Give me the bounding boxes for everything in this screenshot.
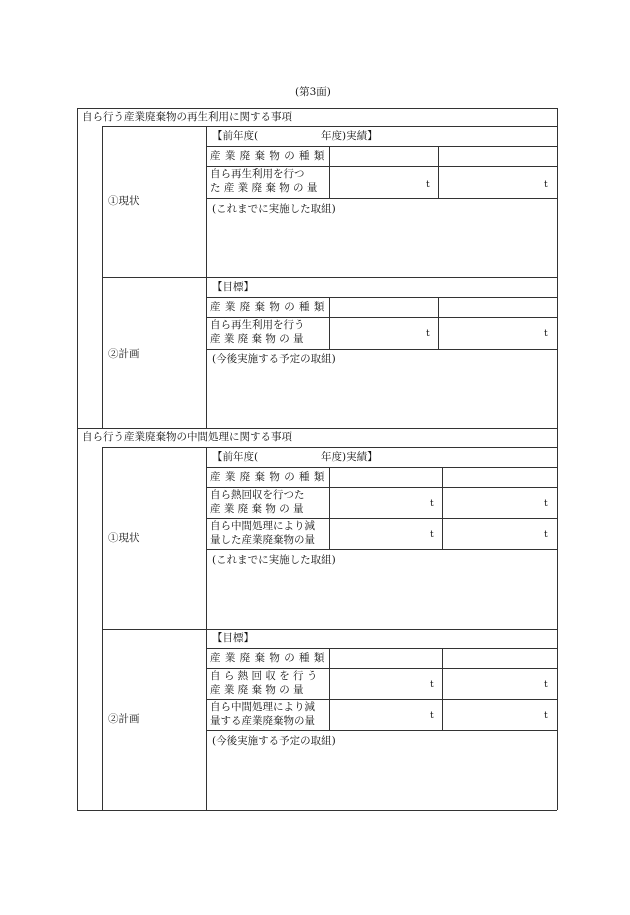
- recycled-amount-field-2[interactable]: [439, 167, 556, 197]
- unit-label: t: [544, 499, 548, 509]
- unit-label: t: [544, 711, 548, 721]
- planned-efforts-textarea[interactable]: [207, 750, 556, 809]
- unit-label: t: [544, 329, 548, 339]
- waste-type-field-1[interactable]: [330, 147, 437, 165]
- unit-label: t: [544, 680, 548, 690]
- prior-year-header-prefix: 【前年度(: [212, 451, 259, 463]
- planned-heat-recovery-field-2[interactable]: [443, 669, 556, 698]
- waste-type-field-1[interactable]: [330, 468, 441, 486]
- heat-recovery-amount-label-line1: 自ら熱回収を行つた: [210, 489, 305, 501]
- reduced-amount-field-1[interactable]: [330, 519, 441, 548]
- unit-label: t: [426, 329, 430, 339]
- recycled-amount-field-1[interactable]: [330, 167, 437, 197]
- section-title: 自ら行う産業廃棄物の再生利用に関する事項: [82, 111, 292, 123]
- target-header: 【目標】: [212, 281, 254, 293]
- planned-recycle-amount-field-2[interactable]: [439, 318, 556, 348]
- waste-type-field-1[interactable]: [330, 649, 441, 667]
- current-status-label: ①現状: [108, 195, 140, 207]
- waste-type-label: 産 業 廃 棄 物 の 種 類: [210, 652, 325, 664]
- past-efforts-label: (これまでに実施した取組): [212, 203, 336, 215]
- recycled-amount-label-line1: 自ら再生利用を行つ: [210, 168, 305, 180]
- section-title: 自ら行う産業廃棄物の中間処理に関する事項: [82, 431, 292, 443]
- target-header: 【目標】: [212, 632, 254, 644]
- heat-recovery-amount-field-2[interactable]: [443, 488, 556, 517]
- waste-type-field-2[interactable]: [439, 147, 556, 165]
- prior-year-input[interactable]: [267, 129, 317, 143]
- planned-recycle-amount-label-line2: 産 業 廃 棄 物 の 量: [210, 333, 304, 345]
- unit-label: t: [544, 530, 548, 540]
- planned-heat-recovery-label-line1: 自 ら 熱 回 収 を 行 う: [210, 670, 318, 682]
- past-efforts-textarea[interactable]: [207, 218, 556, 276]
- past-efforts-textarea[interactable]: [207, 569, 556, 628]
- unit-label: t: [430, 711, 434, 721]
- reduced-amount-label-line1: 自ら中間処理により減: [210, 520, 315, 532]
- planned-heat-recovery-label-line2: 産 業 廃 棄 物 の 量: [210, 684, 304, 696]
- waste-type-label: 産 業 廃 棄 物 の 種 類: [210, 301, 325, 313]
- planned-reduced-amount-field-1[interactable]: [330, 700, 441, 729]
- waste-type-field-1[interactable]: [330, 298, 437, 316]
- reduced-amount-field-2[interactable]: [443, 519, 556, 548]
- planned-efforts-textarea[interactable]: [207, 368, 556, 427]
- heat-recovery-amount-label-line2: 産 業 廃 棄 物 の 量: [210, 503, 304, 515]
- reduced-amount-label-line2: 量した産業廃棄物の量: [210, 534, 315, 546]
- page-label: (第3面): [295, 86, 331, 98]
- unit-label: t: [544, 180, 548, 190]
- plan-label: ②計画: [108, 713, 140, 725]
- planned-reduced-amount-label-line2: 量する産業廃棄物の量: [210, 715, 315, 727]
- past-efforts-label: (これまでに実施した取組): [212, 554, 336, 566]
- unit-label: t: [430, 680, 434, 690]
- current-status-label: ①現状: [108, 532, 140, 544]
- plan-label: ②計画: [108, 348, 140, 360]
- recycled-amount-label-line2: た 産 業 廃 棄 物 の 量: [210, 182, 318, 194]
- prior-year-header-suffix: 年度)実績】: [321, 451, 378, 463]
- planned-recycle-amount-label-line1: 自ら再生利用を行う: [210, 319, 305, 331]
- planned-efforts-label: (今後実施する予定の取組): [212, 353, 336, 365]
- waste-type-field-2[interactable]: [443, 649, 556, 667]
- prior-year-input[interactable]: [267, 450, 317, 464]
- heat-recovery-amount-field-1[interactable]: [330, 488, 441, 517]
- waste-type-field-2[interactable]: [443, 468, 556, 486]
- unit-label: t: [430, 499, 434, 509]
- planned-heat-recovery-field-1[interactable]: [330, 669, 441, 698]
- waste-type-label: 産 業 廃 棄 物 の 種 類: [210, 150, 325, 162]
- prior-year-header-prefix: 【前年度(: [212, 130, 259, 142]
- prior-year-header-suffix: 年度)実績】: [321, 130, 378, 142]
- waste-type-label: 産 業 廃 棄 物 の 種 類: [210, 471, 325, 483]
- planned-reduced-amount-label-line1: 自ら中間処理により減: [210, 701, 315, 713]
- unit-label: t: [426, 180, 430, 190]
- unit-label: t: [430, 530, 434, 540]
- planned-recycle-amount-field-1[interactable]: [330, 318, 437, 348]
- planned-efforts-label: (今後実施する予定の取組): [212, 735, 336, 747]
- planned-reduced-amount-field-2[interactable]: [443, 700, 556, 729]
- waste-type-field-2[interactable]: [439, 298, 556, 316]
